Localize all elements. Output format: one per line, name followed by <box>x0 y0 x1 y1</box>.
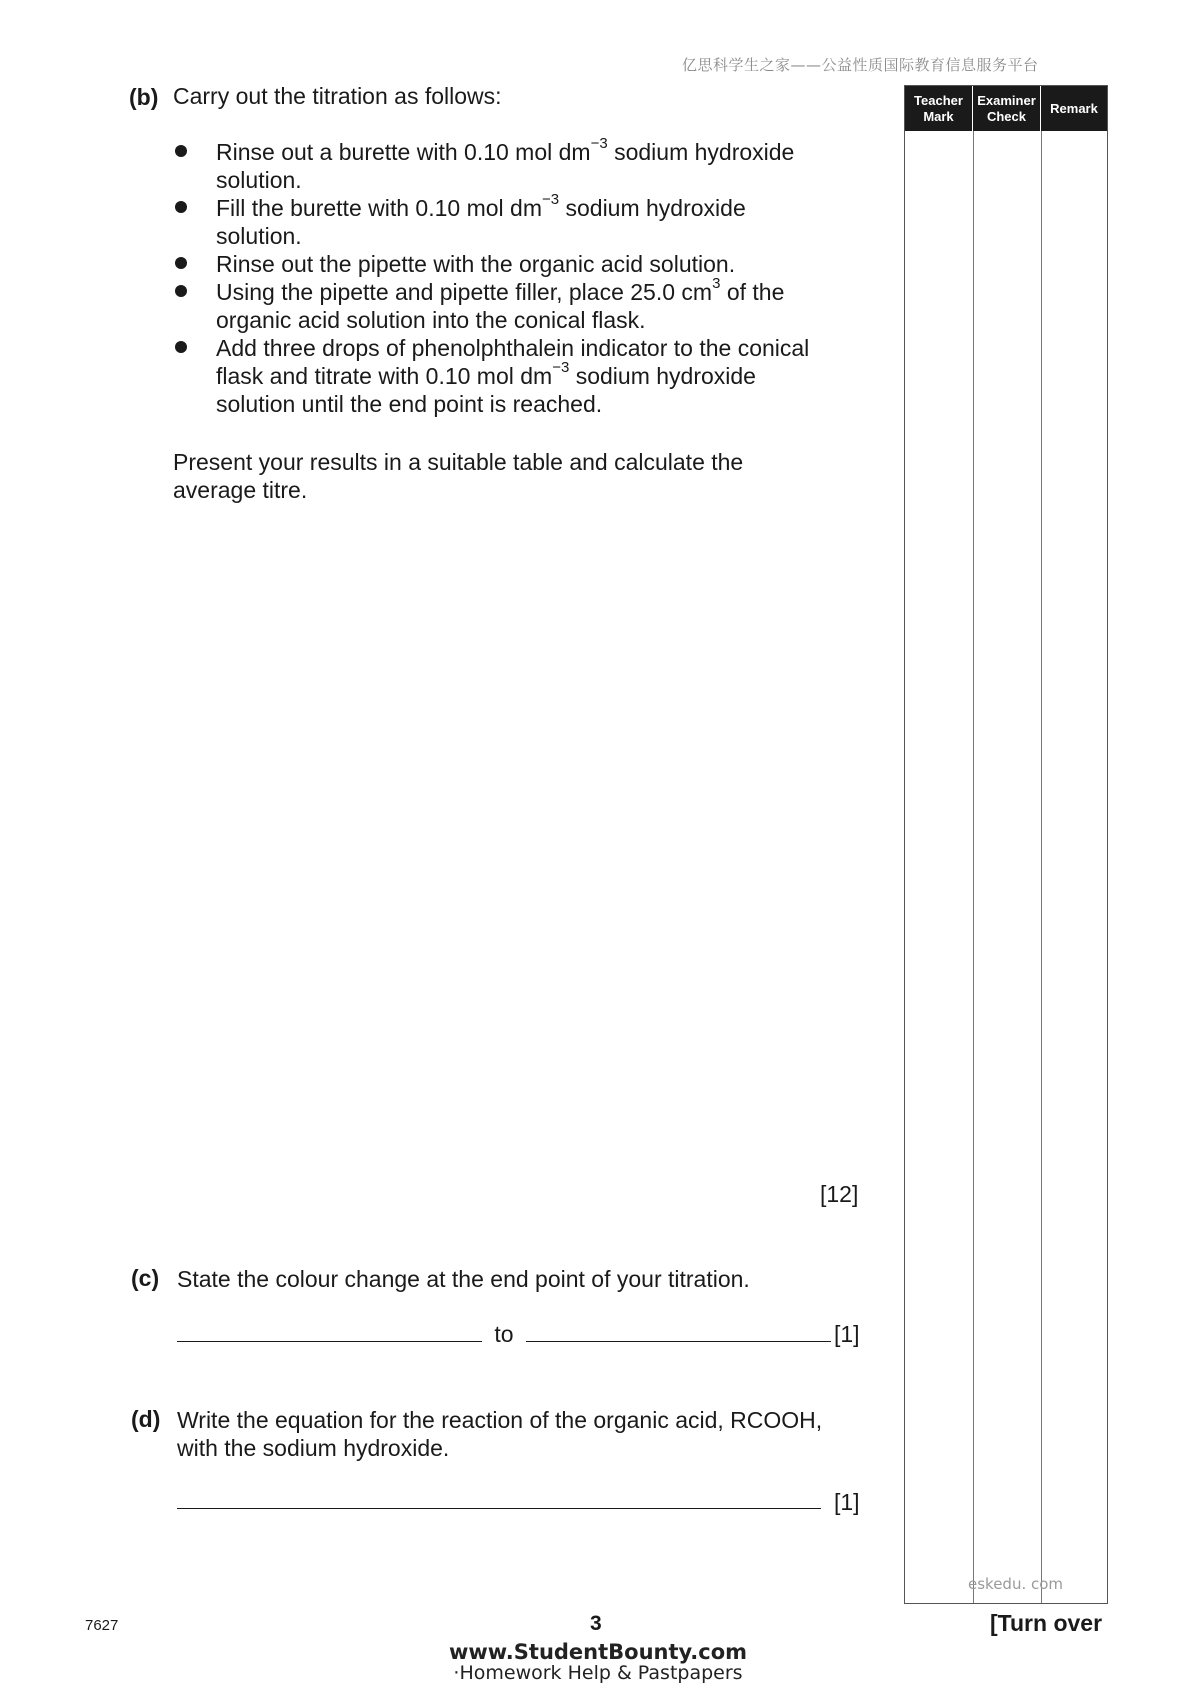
studentbounty-logo: www.StudentBounty.com ·Homework Help & Pastpapers <box>448 1640 748 1684</box>
turn-over-label: [Turn over <box>990 1610 1103 1636</box>
equation-answer-row <box>177 1488 821 1514</box>
list-item: Rinse out the pipette with the organic acid solution. <box>172 250 872 278</box>
bullet-icon <box>175 285 187 297</box>
marking-table-header <box>905 86 1107 131</box>
part-d-marks: [1] <box>834 1489 860 1515</box>
examiner-check-header: Examiner Check <box>973 86 1041 131</box>
part-d-question: Write the equation for the reaction of the organic acid, RCOOH, with the sodium hydroxide. <box>177 1407 823 1461</box>
column-divider <box>1041 131 1042 1603</box>
teacher-mark-header: Teacher Mark <box>905 86 973 131</box>
list-item: Using the pipette and pipette filler, place 25.0 $cm^3$ of the organic acid solution into the conical flask. <box>172 278 872 334</box>
equation-answer-field[interactable] <box>177 1488 821 1509</box>
instruction-list <box>172 135 872 418</box>
page-number: 3 <box>590 1612 602 1635</box>
list-item: Add three drops of phenolphthalein indicator to the conical flask and titrate with 0.10 mol $dm^{-3}$ sodium hydroxide solution until the end point is reached. <box>172 334 872 418</box>
colour-change-answer-row: to <box>177 1320 831 1348</box>
present-results-text: Present your results in a suitable table and calculate the average titre. <box>173 449 744 503</box>
bullet-icon <box>175 145 187 157</box>
list-item: Fill the burette with 0.10 mol $dm^{-3}$ sodium hydroxide solution. <box>172 194 872 250</box>
part-b-marks: [12] <box>820 1181 859 1207</box>
column-divider <box>973 131 974 1603</box>
part-b-intro: Carry out the titration as follows: <box>173 83 502 109</box>
bullet-icon <box>175 341 187 353</box>
list-item: Rinse out a burette with 0.10 mol $dm^{-3}$ sodium hydroxide solution. <box>172 138 872 194</box>
part-b-label: (b) <box>129 84 159 110</box>
header-watermark: 亿思科学生之家——公益性质国际教育信息服务平台 <box>682 56 1039 74</box>
colour-to-field[interactable] <box>526 1321 831 1342</box>
bottom-watermark: eskedu. com <box>968 1575 1064 1593</box>
marking-table <box>904 85 1108 1604</box>
part-c-label: (c) <box>131 1265 160 1291</box>
part-c-question: State the colour change at the end point of your titration. <box>177 1266 750 1292</box>
bullet-icon <box>175 201 187 213</box>
part-c-marks: [1] <box>834 1321 860 1347</box>
remark-header: Remark <box>1050 100 1098 116</box>
bullet-icon <box>175 257 187 269</box>
paper-code: 7627 <box>85 1617 119 1634</box>
part-d-label: (d) <box>131 1406 161 1432</box>
colour-from-field[interactable] <box>177 1321 482 1342</box>
